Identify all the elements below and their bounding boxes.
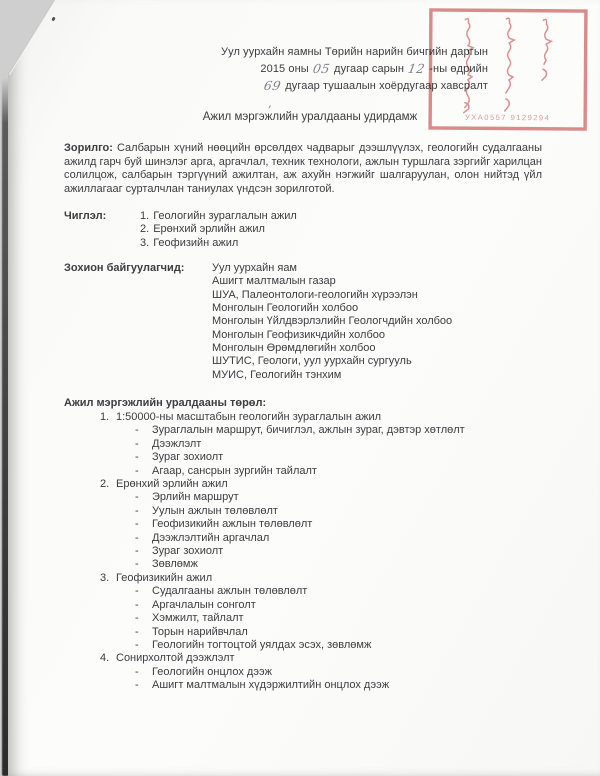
list-item: ШУТИС, Геологи, уул уурхайн сургууль	[212, 355, 412, 368]
type-subitem: - Геологийн онцлох дээж	[0, 666, 560, 679]
type-item: 2. Ерөнхий эрлийн ажил	[100, 478, 228, 491]
list-item: Уул уурхайн яам	[212, 262, 297, 274]
stamp-script-column-1	[464, 19, 474, 113]
type-subitem: - Зөвлөмж	[0, 558, 560, 571]
official-red-stamp	[427, 6, 590, 134]
list-item: Монголын Өрөмдлөгийн холбоо	[212, 342, 376, 355]
stamp-script-column-2	[505, 18, 515, 111]
purpose-text: Салбарын хүний нөөцийн өрсөлдөх чадварыг дээшлүүлэх, геологийн судалгааны ажилд гарч буй шинэлэг арга, аргачлал, техник технологи, ажлын туршлага зэргийг харилцан солилцож, салбарын тэргүүний ажилтан, аж ахуйн нэгжийг шалгаруулан, олон нийтэд үйл ажиллагааг сурталчлан таниулах үндсэн зорилготой.	[64, 142, 542, 196]
type-subitem: - Агаар, сансрын зургийн тайлалт	[0, 465, 560, 478]
list-item: 2. Ерөнхий эрлийн ажил	[140, 223, 265, 236]
type-subitem: - Геофизикийн ажлын төлөвлөлт	[0, 518, 560, 531]
list-item: Монголын Геофизикчдийн холбоо	[212, 328, 386, 341]
stamp-script-column-3	[542, 19, 551, 80]
stamp-serial-number: УХА0557 9129294	[465, 112, 551, 123]
type-subitem: - Судалгааны ажлын төлөвлөлт	[0, 585, 560, 598]
type-item: 1. 1:50000-ны масштабын геологийн зураглалын ажил	[100, 411, 382, 423]
type-subitem: - Дээжлэлт	[0, 438, 560, 451]
type-subitem: - Зураг зохиолт	[0, 451, 560, 464]
type-item: 3. Геофизикийн ажил	[100, 571, 213, 584]
list-item: ШУА, Палеонтологи-геологийн хүрээлэн	[212, 288, 418, 301]
type-subitem: - Хэмжилт, тайлалт	[0, 612, 560, 625]
handwritten-day: 12	[406, 61, 427, 76]
list-item: Монголын Үйлдвэрлэлийн Геологчдийн холбоо	[212, 315, 453, 328]
organizers-list	[212, 262, 452, 382]
type-subitem: - Уулын ажлын төлөвлөлт	[0, 505, 560, 518]
type-subitem: - Геологийн тогтоцтой уялдах эсэх, зөвлөмж	[0, 639, 560, 652]
types-list	[0, 411, 560, 693]
type-subitem: - Зураглалын маршрут, бичиглэл, ажлын зураг, дэвтэр хөтлөлт	[0, 424, 560, 437]
direction-label: Чиглэл:	[64, 210, 107, 222]
type-subitem: - Ашигт малтмалын хүдэржилтийн онцлох дээж	[0, 679, 560, 692]
handwritten-order-number: 69	[262, 78, 283, 93]
type-subitem: - Торын нарийвчлал	[0, 626, 560, 639]
list-item: Монголын Геологийн холбоо	[212, 302, 359, 315]
organizers-label: Зохион байгуулагчид:	[64, 262, 185, 274]
type-subitem: - Аргачлалын сонголт	[0, 599, 560, 612]
header-line-2: 2015 оны 05 дугаар сарын 12 -ны өдрийн	[260, 61, 488, 76]
type-subitem: - Зураг зохиолт	[0, 545, 560, 558]
handwritten-month: 05	[311, 61, 332, 76]
types-label: Ажил мэргэжлийн уралдааны төрөл:	[64, 397, 267, 409]
approval-header	[0, 44, 488, 94]
handwritten-stray-mark: ,	[268, 96, 272, 110]
page-title: Ажил мэргэжлийн уралдааны удирдамж	[202, 111, 418, 123]
header-line-3: 69 дугаар тушаалын хоёрдугаар хавсралт	[262, 78, 488, 93]
stamp-graphic	[427, 6, 590, 134]
type-subitem: - Эрлийн маршрут	[0, 491, 560, 504]
list-item: 3. Геофизийн ажил	[140, 236, 239, 249]
purpose-label: Зорилго:	[64, 142, 113, 154]
list-item: МУИС, Геологийн тэнхим	[212, 368, 342, 381]
type-subitem: - Дээжлэлтийн аргачлал	[0, 532, 560, 545]
direction-list	[140, 210, 297, 250]
type-item: 4. Сонирхолтой дээжлэлт	[100, 652, 235, 665]
list-item: Ашигт малтмалын газар	[212, 275, 336, 288]
purpose-paragraph	[64, 142, 542, 197]
header-line-1: Уул уурхайн яамны Төрийн нарийн бичгийн даргын	[221, 46, 488, 58]
list-item: 1. Геологийн зураглалын ажил	[140, 210, 297, 222]
